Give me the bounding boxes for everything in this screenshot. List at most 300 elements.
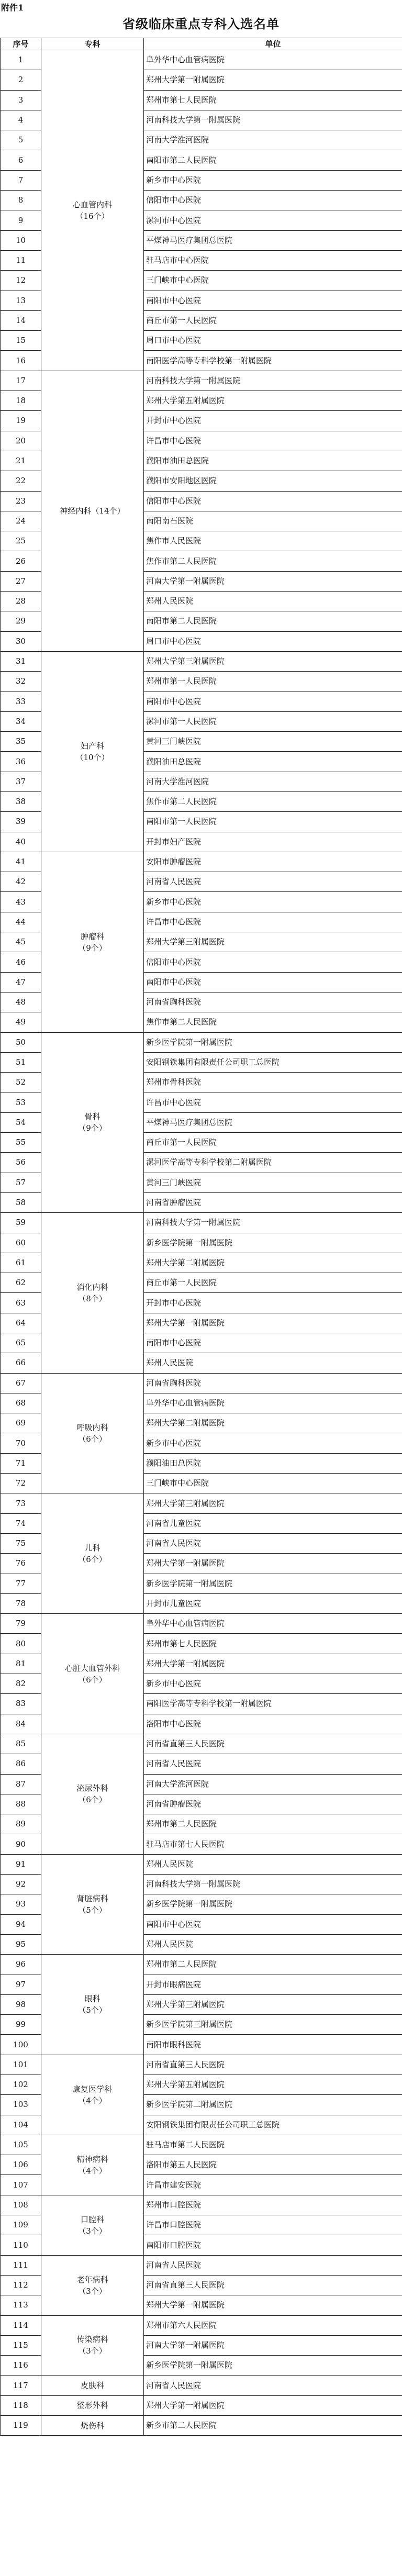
unit-name: 郑州大学第一附属医院 — [144, 1554, 402, 1574]
specialty-label: 妇产科 — [80, 741, 104, 751]
specialty-label: 消化内科 — [76, 1282, 108, 1292]
row-number: 46 — [1, 952, 41, 972]
table-row — [1, 50, 402, 70]
row-number: 16 — [1, 351, 41, 371]
row-number: 103 — [1, 2095, 41, 2115]
row-number: 61 — [1, 1253, 41, 1273]
unit-name: 许昌市中心医院 — [144, 912, 402, 932]
unit-name: 焦作市第二人民医院 — [144, 551, 402, 571]
unit-name: 河南科技大学第一附属医院 — [144, 371, 402, 391]
unit-name: 南阳市中心医院 — [144, 1333, 402, 1353]
row-number: 48 — [1, 992, 41, 1012]
row-number: 114 — [1, 2315, 41, 2335]
unit-name: 郑州市第一人民医院 — [144, 672, 402, 692]
row-number: 87 — [1, 1774, 41, 1794]
unit-name: 河南省肿瘤医院 — [144, 1192, 402, 1212]
unit-name: 郑州大学第一附属医院 — [144, 70, 402, 90]
unit-name: 郑州市骨科医院 — [144, 1073, 402, 1092]
unit-name: 南阳市口腔医院 — [144, 2235, 402, 2255]
row-number: 60 — [1, 1233, 41, 1253]
unit-name: 平煤神马医疗集团总医院 — [144, 230, 402, 250]
table-header-row — [1, 38, 402, 50]
specialty-cell — [41, 2255, 144, 2315]
specialty-label: （8个） — [78, 1293, 107, 1303]
specialty-label: 泌尿外科 — [76, 1783, 108, 1793]
unit-name: 开封市儿童医院 — [144, 1593, 402, 1613]
row-number: 41 — [1, 852, 41, 872]
unit-name: 新乡市中心医院 — [144, 1433, 402, 1453]
row-number: 108 — [1, 2195, 41, 2215]
row-number: 96 — [1, 1955, 41, 1975]
row-number: 109 — [1, 2215, 41, 2235]
row-number: 98 — [1, 1994, 41, 2014]
row-number: 86 — [1, 1754, 41, 1774]
row-number: 89 — [1, 1814, 41, 1834]
row-number: 64 — [1, 1313, 41, 1333]
specialty-label: （9个） — [78, 1123, 107, 1133]
unit-name: 河南大学淮河医院 — [144, 1774, 402, 1794]
table-row — [1, 2195, 402, 2215]
unit-name: 河南省人民医院 — [144, 1533, 402, 1553]
unit-name: 信阳市中心医院 — [144, 491, 402, 511]
specialty-label: （10个） — [75, 752, 109, 762]
row-number: 13 — [1, 291, 41, 310]
specialty-cell — [41, 1213, 144, 1373]
unit-name: 河南大学第一附属医院 — [144, 571, 402, 591]
unit-name: 河南大学淮河医院 — [144, 772, 402, 791]
row-number: 1 — [1, 50, 41, 70]
row-number: 11 — [1, 250, 41, 270]
row-number: 113 — [1, 2295, 41, 2315]
row-number: 6 — [1, 150, 41, 170]
row-number: 36 — [1, 752, 41, 772]
row-number: 28 — [1, 592, 41, 611]
unit-name: 漯河医学高等专科学校第二附属医院 — [144, 1153, 402, 1173]
unit-name: 新乡医学院第一附属医院 — [144, 1032, 402, 1052]
table-row — [1, 2255, 402, 2275]
row-number: 21 — [1, 451, 41, 471]
specialty-cell — [41, 1955, 144, 2055]
row-number: 12 — [1, 271, 41, 291]
unit-name: 商丘市第一人民医院 — [144, 1273, 402, 1293]
unit-name: 南阳市中心医院 — [144, 972, 402, 992]
specialty-cell — [41, 371, 144, 651]
row-number: 93 — [1, 1894, 41, 1914]
row-number: 107 — [1, 2175, 41, 2195]
specialty-label: 老年病科 — [76, 2274, 108, 2284]
row-number: 74 — [1, 1513, 41, 1533]
unit-name: 南阳南石医院 — [144, 511, 402, 531]
row-number: 62 — [1, 1273, 41, 1293]
specialty-label: （6个） — [78, 1554, 107, 1564]
row-number: 91 — [1, 1854, 41, 1874]
unit-name: 信阳市中心医院 — [144, 952, 402, 972]
row-number: 105 — [1, 2135, 41, 2155]
unit-name: 黄河三门峡医院 — [144, 732, 402, 752]
unit-name: 河南科技大学第一附属医院 — [144, 1213, 402, 1233]
specialty-cell — [41, 1614, 144, 1734]
row-number: 75 — [1, 1533, 41, 1553]
unit-name: 郑州人民医院 — [144, 1353, 402, 1373]
row-number: 56 — [1, 1153, 41, 1173]
row-number: 97 — [1, 1975, 41, 1994]
specialty-label: （3个） — [78, 2226, 107, 2236]
unit-name: 商丘市第一人民医院 — [144, 1133, 402, 1153]
unit-name: 郑州大学第二附属医院 — [144, 1253, 402, 1273]
row-number: 92 — [1, 1875, 41, 1894]
unit-name: 郑州大学第五附属医院 — [144, 2075, 402, 2094]
row-number: 51 — [1, 1052, 41, 1072]
specialty-cell — [41, 651, 144, 852]
row-number: 100 — [1, 2035, 41, 2055]
row-number: 115 — [1, 2335, 41, 2355]
unit-name: 新乡医学院第一附属医院 — [144, 1233, 402, 1253]
specialty-cell — [41, 2135, 144, 2195]
table-row — [1, 2376, 402, 2395]
specialty-label: 眼科 — [84, 1994, 100, 2004]
row-number: 69 — [1, 1413, 41, 1433]
unit-name: 三门峡市中心医院 — [144, 1474, 402, 1493]
unit-name: 新乡医学院第三附属医院 — [144, 2015, 402, 2035]
unit-name: 焦作市人民医院 — [144, 531, 402, 551]
row-number: 7 — [1, 170, 41, 190]
row-number: 65 — [1, 1333, 41, 1353]
row-number: 104 — [1, 2115, 41, 2135]
unit-name: 郑州人民医院 — [144, 1934, 402, 1954]
row-number: 88 — [1, 1794, 41, 1814]
header-unit: 单位 — [144, 38, 402, 50]
unit-name: 郑州市口腔医院 — [144, 2195, 402, 2215]
unit-name: 阜外华中心血管病医院 — [144, 1614, 402, 1634]
specialty-label: 传染病科 — [76, 2335, 108, 2345]
unit-name: 郑州大学第一附属医院 — [144, 2395, 402, 2415]
unit-name: 河南大学第一附属医院 — [144, 2335, 402, 2355]
table-row — [1, 2395, 402, 2415]
row-number: 57 — [1, 1173, 41, 1192]
row-number: 40 — [1, 832, 41, 852]
row-number: 101 — [1, 2055, 41, 2075]
specialty-cell — [41, 1032, 144, 1213]
unit-name: 南阳市眼科医院 — [144, 2035, 402, 2055]
row-number: 73 — [1, 1493, 41, 1513]
row-number: 67 — [1, 1373, 41, 1393]
row-number: 110 — [1, 2235, 41, 2255]
unit-name: 许昌市中心医院 — [144, 431, 402, 451]
row-number: 49 — [1, 1012, 41, 1032]
specialty-label: （6个） — [78, 1795, 107, 1805]
row-number: 50 — [1, 1032, 41, 1052]
unit-name: 郑州大学第一附属医院 — [144, 1654, 402, 1674]
specialty-label: 神经内科（14个） — [60, 506, 125, 516]
unit-name: 南阳市第二人民医院 — [144, 611, 402, 631]
unit-name: 焦作市第二人民医院 — [144, 1012, 402, 1032]
unit-name: 许昌市中心医院 — [144, 1092, 402, 1112]
unit-name: 郑州市第二人民医院 — [144, 1955, 402, 1975]
specialty-cell — [41, 2395, 144, 2415]
specialty-label: （5个） — [78, 1905, 107, 1915]
specialty-label: （6个） — [78, 1675, 107, 1685]
row-number: 39 — [1, 812, 41, 832]
unit-name: 郑州大学第一附属医院 — [144, 2295, 402, 2315]
specialty-label: （16个） — [75, 211, 109, 221]
unit-name: 郑州人民医院 — [144, 592, 402, 611]
row-number: 29 — [1, 611, 41, 631]
specialty-cell — [41, 2055, 144, 2135]
row-number: 35 — [1, 732, 41, 752]
specialty-cell — [41, 50, 144, 371]
unit-name: 河南省人民医院 — [144, 1754, 402, 1774]
table-row — [1, 1955, 402, 1975]
specialty-table — [0, 38, 402, 2436]
row-number: 70 — [1, 1433, 41, 1453]
unit-name: 河南省胸科医院 — [144, 1373, 402, 1393]
row-number: 44 — [1, 912, 41, 932]
row-number: 94 — [1, 1914, 41, 1934]
unit-name: 郑州市第七人民医院 — [144, 90, 402, 110]
unit-name: 许昌市建安医院 — [144, 2175, 402, 2195]
unit-name: 南阳市第二人民医院 — [144, 150, 402, 170]
row-number: 79 — [1, 1614, 41, 1634]
unit-name: 安阳钢铁集团有限责任公司职工总医院 — [144, 2115, 402, 2135]
row-number: 19 — [1, 411, 41, 431]
row-number: 5 — [1, 130, 41, 150]
row-number: 58 — [1, 1192, 41, 1212]
row-number: 81 — [1, 1654, 41, 1674]
specialty-cell — [41, 2416, 144, 2436]
unit-name: 郑州大学第五附属医院 — [144, 391, 402, 411]
unit-name: 新乡医学院第一附属医院 — [144, 2356, 402, 2376]
row-number: 118 — [1, 2395, 41, 2415]
row-number: 33 — [1, 692, 41, 711]
unit-name: 南阳市中心医院 — [144, 692, 402, 711]
row-number: 8 — [1, 191, 41, 210]
row-number: 24 — [1, 511, 41, 531]
specialty-label: 肾脏病科 — [76, 1893, 108, 1903]
unit-name: 南阳医学高等专科学校第一附属医院 — [144, 351, 402, 371]
row-number: 25 — [1, 531, 41, 551]
unit-name: 安阳市肿瘤医院 — [144, 852, 402, 872]
row-number: 84 — [1, 1714, 41, 1734]
row-number: 117 — [1, 2376, 41, 2395]
specialty-label: 烧伤科 — [80, 2421, 104, 2430]
row-number: 9 — [1, 210, 41, 230]
table-body — [1, 50, 402, 2436]
table-row — [1, 1373, 402, 1393]
specialty-label: （6个） — [78, 1434, 107, 1444]
specialty-cell — [41, 1854, 144, 1954]
specialty-label: （3个） — [78, 2346, 107, 2356]
specialty-label: 精神病科 — [76, 2154, 108, 2164]
row-number: 76 — [1, 1554, 41, 1574]
row-number: 55 — [1, 1133, 41, 1153]
row-number: 68 — [1, 1393, 41, 1413]
unit-name: 郑州市第七人民医院 — [144, 1634, 402, 1654]
unit-name: 南阳市中心医院 — [144, 1914, 402, 1934]
unit-name: 河南省直第三人民医院 — [144, 1734, 402, 1754]
specialty-label: 康复医学科 — [72, 2084, 112, 2094]
specialty-label: （3个） — [78, 2286, 107, 2296]
specialty-label: 呼吸内科 — [76, 1422, 108, 1432]
row-number: 34 — [1, 711, 41, 731]
row-number: 31 — [1, 651, 41, 671]
row-number: 14 — [1, 310, 41, 330]
specialty-label: 心血管内科 — [72, 199, 112, 209]
unit-name: 漯河市第一人民医院 — [144, 711, 402, 731]
unit-name: 洛阳市中心医院 — [144, 1714, 402, 1734]
unit-name: 南阳市中心医院 — [144, 291, 402, 310]
unit-name: 南阳医学高等专科学校第一附属医院 — [144, 1694, 402, 1714]
row-number: 71 — [1, 1453, 41, 1473]
specialty-label: 皮肤科 — [80, 2381, 104, 2391]
row-number: 26 — [1, 551, 41, 571]
table-row — [1, 1493, 402, 1513]
row-number: 38 — [1, 791, 41, 811]
unit-name: 郑州大学第三附属医院 — [144, 1493, 402, 1513]
unit-name: 三门峡市中心医院 — [144, 271, 402, 291]
unit-name: 河南大学淮河医院 — [144, 130, 402, 150]
unit-name: 平煤神马医疗集团总医院 — [144, 1112, 402, 1132]
row-number: 23 — [1, 491, 41, 511]
table-row — [1, 2416, 402, 2436]
row-number: 90 — [1, 1834, 41, 1854]
row-number: 18 — [1, 391, 41, 411]
unit-name: 信阳市中心医院 — [144, 191, 402, 210]
table-row — [1, 2315, 402, 2335]
page-title: 省级临床重点专科入选名单 — [122, 16, 280, 31]
row-number: 119 — [1, 2416, 41, 2436]
row-number: 15 — [1, 331, 41, 351]
specialty-label: 口腔科 — [80, 2214, 104, 2224]
row-number: 32 — [1, 672, 41, 692]
row-number: 59 — [1, 1213, 41, 1233]
unit-name: 新乡医学院第一附属医院 — [144, 1574, 402, 1593]
specialty-label: （4个） — [78, 2095, 107, 2105]
row-number: 85 — [1, 1734, 41, 1754]
unit-name: 开封市妇产医院 — [144, 832, 402, 852]
row-number: 99 — [1, 2015, 41, 2035]
specialty-cell — [41, 2195, 144, 2255]
unit-name: 南阳市第一人民医院 — [144, 812, 402, 832]
row-number: 42 — [1, 872, 41, 892]
specialty-cell — [41, 852, 144, 1032]
row-number: 43 — [1, 892, 41, 912]
unit-name: 新乡市第二人民医院 — [144, 2416, 402, 2436]
unit-name: 河南省肿瘤医院 — [144, 1794, 402, 1814]
unit-name: 驻马店市中心医院 — [144, 250, 402, 270]
attachment-label: 附件1 — [1, 3, 24, 13]
row-number: 2 — [1, 70, 41, 90]
row-number: 45 — [1, 932, 41, 952]
table-row — [1, 2055, 402, 2075]
unit-name: 河南省人民医院 — [144, 872, 402, 892]
row-number: 112 — [1, 2275, 41, 2295]
unit-name: 周口市中心医院 — [144, 631, 402, 651]
specialty-cell — [41, 2376, 144, 2395]
specialty-label: （4个） — [78, 2166, 107, 2176]
row-number: 82 — [1, 1674, 41, 1694]
unit-name: 郑州大学第三附属医院 — [144, 932, 402, 952]
table-row — [1, 1213, 402, 1233]
unit-name: 濮阳市油田总医院 — [144, 451, 402, 471]
row-number: 20 — [1, 431, 41, 451]
table-row — [1, 1614, 402, 1634]
row-number: 77 — [1, 1574, 41, 1593]
unit-name: 开封市中心医院 — [144, 1293, 402, 1313]
unit-name: 新乡市中心医院 — [144, 1674, 402, 1694]
specialty-cell — [41, 1493, 144, 1614]
unit-name: 漯河市中心医院 — [144, 210, 402, 230]
specialty-label: 肿瘤科 — [80, 931, 104, 941]
row-number: 17 — [1, 371, 41, 391]
row-number: 53 — [1, 1092, 41, 1112]
unit-name: 河南省胸科医院 — [144, 992, 402, 1012]
row-number: 111 — [1, 2255, 41, 2275]
table-row — [1, 371, 402, 391]
unit-name: 濮阳市安阳地区医院 — [144, 471, 402, 491]
unit-name: 濮阳油田总医院 — [144, 752, 402, 772]
unit-name: 郑州市第六人民医院 — [144, 2315, 402, 2335]
unit-name: 河南科技大学第一附属医院 — [144, 1875, 402, 1894]
unit-name: 新乡医学院第二附属医院 — [144, 2095, 402, 2115]
row-number: 22 — [1, 471, 41, 491]
unit-name: 阜外华中心血管病医院 — [144, 50, 402, 70]
row-number: 47 — [1, 972, 41, 992]
unit-name: 驻马店市第七人民医院 — [144, 1834, 402, 1854]
row-number: 72 — [1, 1474, 41, 1493]
row-number: 52 — [1, 1073, 41, 1092]
unit-name: 焦作市第二人民医院 — [144, 791, 402, 811]
unit-name: 新乡市中心医院 — [144, 170, 402, 190]
unit-name: 新乡市中心医院 — [144, 892, 402, 912]
table-row — [1, 1734, 402, 1754]
specialty-label: （5个） — [78, 2005, 107, 2015]
unit-name: 濮阳油田总医院 — [144, 1453, 402, 1473]
row-number: 95 — [1, 1934, 41, 1954]
row-number: 106 — [1, 2155, 41, 2175]
unit-name: 安阳钢铁集团有限责任公司职工总医院 — [144, 1052, 402, 1072]
table-row — [1, 852, 402, 872]
unit-name: 郑州人民医院 — [144, 1854, 402, 1874]
unit-name: 河南科技大学第一附属医院 — [144, 110, 402, 130]
specialty-label: （9个） — [78, 943, 107, 953]
unit-name: 河南省直第三人民医院 — [144, 2275, 402, 2295]
unit-name: 黄河三门峡医院 — [144, 1173, 402, 1192]
unit-name: 河南省人民医院 — [144, 2255, 402, 2275]
row-number: 3 — [1, 90, 41, 110]
unit-name: 周口市中心医院 — [144, 331, 402, 351]
table-row — [1, 651, 402, 671]
specialty-cell — [41, 2315, 144, 2376]
row-number: 80 — [1, 1634, 41, 1654]
specialty-label: 儿科 — [84, 1543, 100, 1553]
specialty-cell — [41, 1373, 144, 1493]
row-number: 63 — [1, 1293, 41, 1313]
unit-name: 郑州市第二人民医院 — [144, 1814, 402, 1834]
table-row — [1, 1854, 402, 1874]
unit-name: 驻马店市第二人民医院 — [144, 2135, 402, 2155]
table-row — [1, 1032, 402, 1052]
row-number: 66 — [1, 1353, 41, 1373]
row-number: 37 — [1, 772, 41, 791]
specialty-cell — [41, 1734, 144, 1854]
row-number: 27 — [1, 571, 41, 591]
header-no: 序号 — [1, 38, 41, 50]
row-number: 102 — [1, 2075, 41, 2094]
row-number: 30 — [1, 631, 41, 651]
unit-name: 开封市中心医院 — [144, 411, 402, 431]
row-number: 116 — [1, 2356, 41, 2376]
specialty-label: 心脏大血管外科 — [64, 1663, 120, 1673]
